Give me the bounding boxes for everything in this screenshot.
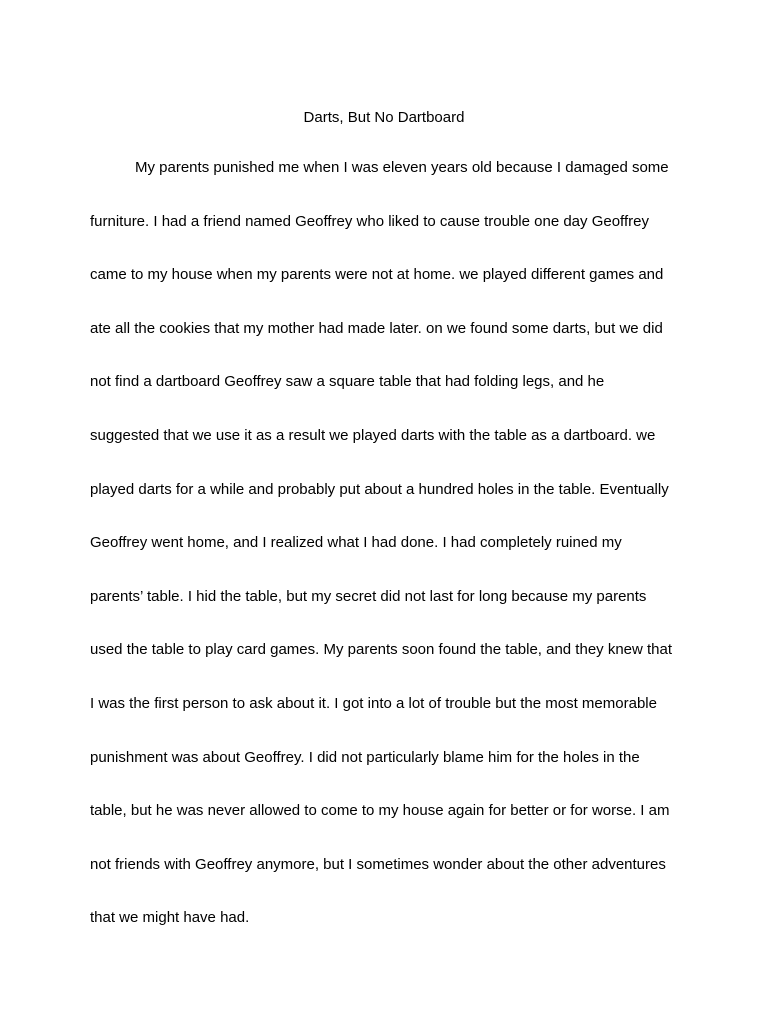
paragraph-line: I was the first person to ask about it. I got into a lot of trouble but the most memorable bbox=[90, 695, 657, 712]
paragraph-line: came to my house when my parents were not at home. we played different games and bbox=[90, 266, 664, 284]
paragraph-line: that we might have had. bbox=[90, 909, 250, 927]
paragraph-line: parents’ table. I hid the table, but my secret did not last for long because my parents bbox=[90, 587, 647, 605]
paragraph-line: punishment was about Geoffrey. I did not particularly blame him for the holes in the bbox=[90, 748, 640, 766]
paragraph-line: used the table to play card games. My parents soon found the table, and they knew that bbox=[90, 641, 673, 659]
paragraph-line: ate all the cookies that my mother had made later. on we found some darts, but we did bbox=[90, 319, 663, 337]
paragraph-line: not friends with Geoffrey anymore, but I sometimes wonder about the other adventures bbox=[90, 855, 666, 873]
paragraph-line: Geoffrey went home, and I realized what I had done. I had completely ruined my bbox=[90, 534, 622, 552]
paragraph-line: table, but he was never allowed to come to my house again for better or for worse. I am bbox=[90, 802, 670, 820]
document-title: Darts, But No Dartboard bbox=[303, 109, 465, 126]
paragraph-line: furniture. I had a friend named Geoffrey who liked to cause trouble one day Geoffrey bbox=[90, 212, 649, 230]
paragraph-line: suggested that we use it as a result we played darts with the table as a dartboard. we bbox=[90, 427, 656, 444]
paragraph-line: My parents punished me when I was eleven years old because I damaged some bbox=[135, 159, 669, 176]
paragraph-line: not find a dartboard Geoffrey saw a square table that had folding legs, and he bbox=[90, 373, 605, 391]
paragraph-line: played darts for a while and probably put about a hundred holes in the table. Eventually bbox=[90, 480, 669, 498]
